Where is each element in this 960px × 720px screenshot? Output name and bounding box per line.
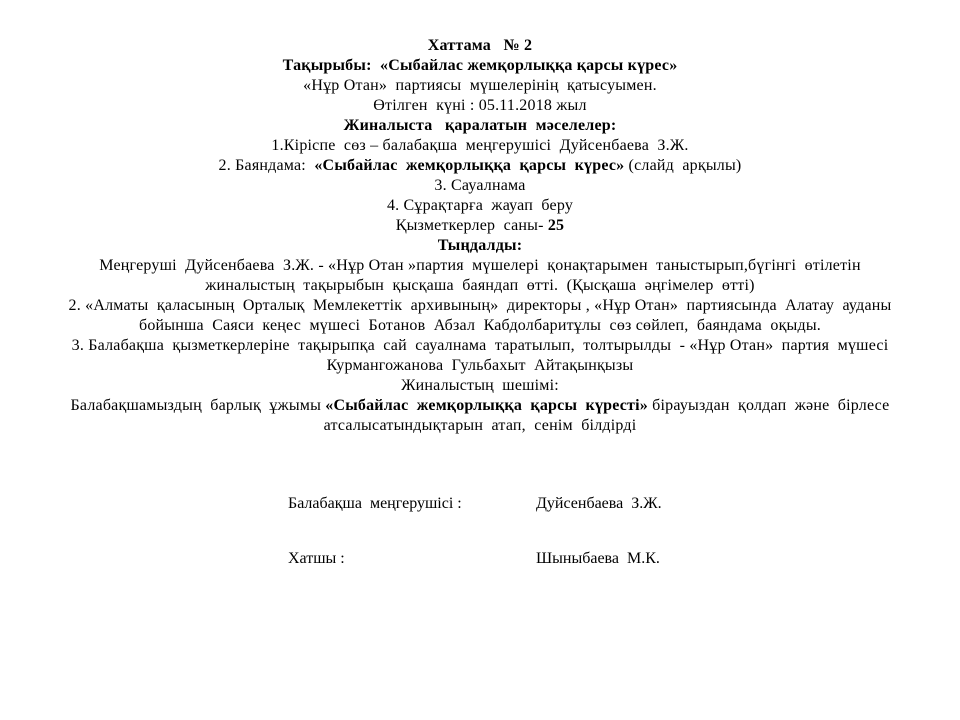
text-run: Тыңдалды: [437, 237, 523, 254]
text-line [28, 256, 932, 276]
signature-person-name: Дуйсенбаева З.Ж. [536, 495, 662, 512]
text-line [28, 196, 932, 216]
text-run: 1.Кіріспе сөз – балабақша меңгерушісі Дуйсенбаева З.Ж. [271, 137, 689, 154]
text-run: 2. Баяндама: [218, 157, 315, 174]
text-line [28, 216, 932, 236]
text-run: Меңгеруші Дуйсенбаева З.Ж. - «Нұр Отан »партия мүшелері қонақтарымен таныстырып,бүгінгі өтілетін [99, 257, 861, 274]
text-line [28, 236, 932, 256]
text-line [28, 416, 932, 436]
text-line [28, 36, 932, 56]
text-run: «Сыбайлас жемқорлыққа қарсы күрес» [314, 157, 625, 174]
text-line [28, 296, 932, 316]
text-run: Тақырыбы: «Сыбайлас жемқорлыққа қарсы күрес» [282, 57, 678, 74]
text-run: Балабақшамыздың барлық ұжымы [70, 397, 326, 414]
text-run: Жиналыстың шешімі: [401, 377, 559, 394]
text-run: жиналыстың тақырыбын қысқаша баяндап өтті. (Қысқаша әңгімелер өтті) [205, 277, 755, 294]
text-line [28, 176, 932, 196]
text-line [28, 396, 932, 416]
text-line [28, 136, 932, 156]
text-line [28, 316, 932, 336]
text-run: атсалысатындықтарын атап, сенім білдірді [323, 417, 637, 434]
text-line [28, 156, 932, 176]
text-run: 4. Сұрақтарға жауап беру [386, 197, 574, 214]
text-run: 2. «Алматы қаласының Орталық Мемлекеттік архивының» директоры , «Нұр Отан» партиясында Алатау ауданы [68, 297, 892, 314]
text-run: Хаттама № 2 [427, 37, 533, 54]
text-line [28, 96, 932, 116]
text-run: бойынша Саяси кеңес мүшесі Ботанов Абзал Кабдолбаритұлы сөз сөйлеп, баяндама оқыды. [138, 317, 821, 334]
text-run: 3. Балабақша қызметкерлеріне тақырыпқа сай сауалнама таратылып, толтырылды - «Нұр Отан» партия мүшесі [71, 337, 889, 354]
text-line [28, 336, 932, 356]
text-run: Өтілген күні : 05.11.2018 жыл [373, 97, 587, 114]
text-run: «Нұр Отан» партиясы мүшелерінің қатысуымен. [303, 77, 657, 94]
text-run: «Сыбайлас жемқорлыққа қарсы күресті» [325, 397, 648, 414]
text-run: 25 [547, 217, 565, 234]
signature-role-label: Балабақша меңгерушісі : [288, 495, 462, 512]
text-run: 3. Сауалнама [434, 177, 526, 194]
text-run: Қызметкерлер саны- [395, 217, 548, 234]
text-line [28, 356, 932, 376]
signature-person-name: Шыныбаева М.К. [536, 550, 660, 567]
text-line [28, 376, 932, 396]
text-run: бірауыздан қолдап және бірлесе [647, 397, 890, 414]
text-run: Жиналыста қаралатын мәселелер: [343, 117, 617, 134]
signature-role-label: Хатшы : [288, 550, 345, 567]
text-run: Курмангожанова Гульбахыт Айтақынқызы [326, 357, 634, 374]
text-line [28, 276, 932, 296]
text-run: (слайд арқылы) [624, 157, 742, 174]
document-body [28, 36, 932, 436]
text-line [28, 116, 932, 136]
text-line [28, 76, 932, 96]
text-line [28, 56, 932, 76]
